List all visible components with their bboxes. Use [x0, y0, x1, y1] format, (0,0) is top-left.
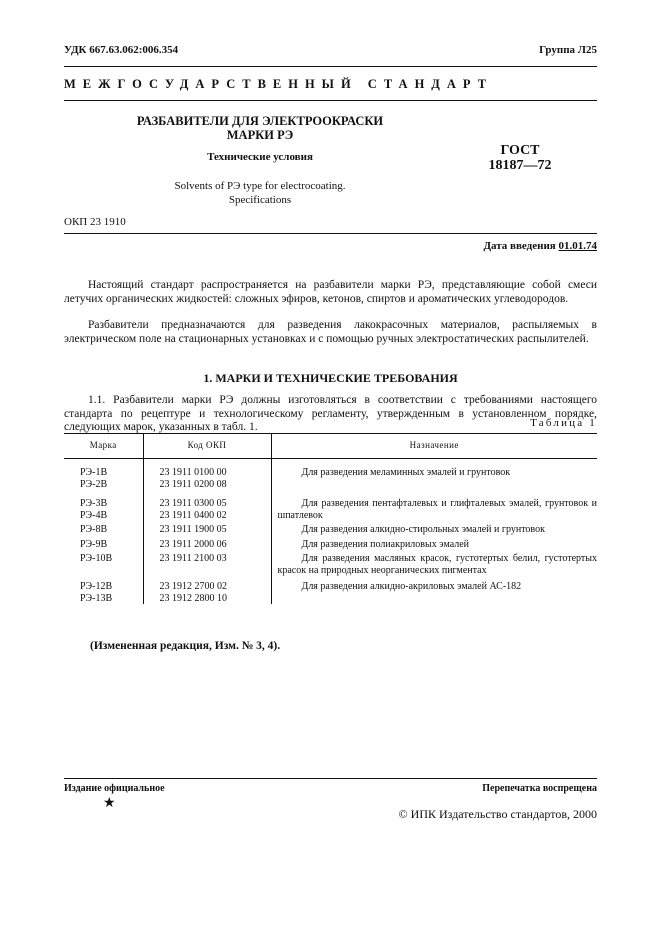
amendment-note: (Измененная редакция, Изм. № 3, 4).: [90, 640, 281, 652]
star-icon: ★: [103, 796, 116, 811]
purpose-cell: Для разведения алкидно-стирольных эмалей и грунтовок: [271, 521, 597, 536]
okp-code: ОКП 23 1910: [64, 216, 126, 228]
paragraph-purpose: Разбавители предназначаются для разведения лакокрасочных материалов, распыляемых в электрическом поле на стационарных установках и с помощью ручных электростатических распылителей.: [64, 319, 597, 345]
official-edition-label: Издание официальное: [64, 783, 165, 794]
document-title: [120, 114, 400, 142]
footer-rule: [64, 778, 597, 779]
table-row: [64, 536, 597, 551]
gost-label: ГОСТ: [500, 143, 540, 158]
intro-date-label: Дата введения: [483, 240, 556, 252]
table-row: [64, 550, 597, 576]
section-heading: 1. МАРКИ И ТЕХНИЧЕСКИЕ ТРЕБОВАНИЯ: [203, 371, 458, 385]
table-row: [64, 459, 597, 491]
paragraph-scope: Настоящий стандарт распространяется на разбавители марки РЭ, представляющие собой смеси летучих органических жидкостей: сложных эфиров, кетонов, спиртов и ароматических углеводородов.: [64, 279, 597, 305]
table-caption: Таблица 1: [530, 417, 597, 429]
purpose-cell: Для разведения алкидно-акриловых эмалей АС-182: [271, 576, 597, 604]
table-row: [64, 521, 597, 536]
reprint-prohibited-label: Перепечатка воспрещена: [482, 783, 597, 794]
okp-code-cell: 23 1911 0300 05 23 1911 0400 02: [143, 490, 271, 521]
column-header-grade: Марка: [64, 434, 143, 459]
table-row: [64, 576, 597, 604]
grades-table: [64, 433, 597, 604]
grade-cell: РЭ-8В: [80, 524, 108, 535]
grade-cell: РЭ-9В: [80, 538, 108, 550]
purpose-cell: Для разведения пентафталевых и глифталевых эмалей, грунтовок и шпатлевок: [271, 490, 597, 521]
title-line-1: РАЗБАВИТЕЛИ ДЛЯ ЭЛЕКТРООКРАСКИ: [136, 114, 384, 128]
grade-cell: РЭ-3В РЭ-4В: [80, 498, 108, 521]
okp-code-cell: 23 1911 2000 06: [143, 536, 271, 551]
group-code: Группа Л25: [539, 44, 597, 56]
column-header-purpose: Назначение: [271, 434, 597, 459]
gost-designation: [470, 143, 570, 173]
okp-code-cell: 23 1912 2700 02 23 1912 2800 10: [143, 576, 271, 604]
document-subtitle: Технические условия: [207, 151, 313, 163]
header-rule-top: [64, 66, 597, 67]
okp-code-cell: 23 1911 1900 05: [143, 521, 271, 536]
grade-cell: РЭ-1В РЭ-2В: [80, 467, 108, 490]
purpose-cell: Для разведения полиакриловых эмалей: [271, 536, 597, 551]
english-title-line-2: Specifications: [228, 194, 292, 206]
grade-cell: РЭ-12В РЭ-13В: [80, 581, 113, 604]
title-line-2: МАРКИ РЭ: [226, 128, 294, 142]
okp-rule: [64, 233, 597, 234]
purpose-cell: Для разведения меламинных эмалей и грунтовок: [271, 459, 597, 491]
gost-number: 18187—72: [488, 158, 552, 173]
standard-banner: МЕЖГОСУДАРСТВЕННЫЙ СТАНДАРТ: [64, 77, 494, 91]
grade-cell: РЭ-10В: [80, 553, 113, 564]
header-rule-bottom: [64, 100, 597, 101]
purpose-cell: Для разведения масляных красок, густотертых белил, густотертых красок на природных неорганических пигментах: [271, 550, 597, 576]
intro-date: [483, 240, 597, 252]
english-title: [120, 179, 400, 207]
column-header-okp-code: Код ОКП: [143, 434, 271, 459]
okp-code-cell: 23 1911 0100 00 23 1911 0200 08: [143, 459, 271, 491]
table-row: [64, 490, 597, 521]
paragraph-1-1: 1.1. Разбавители марки РЭ должны изготовляться в соответствии с требованиями настоящего стандарта по рецептуре и технологическому регламенту, утвержденным в установленном порядке, следующих марок, указанных в табл. 1.: [64, 394, 597, 433]
copyright-notice: © ИПК Издательство стандартов, 2000: [398, 807, 597, 821]
udk-code: УДК 667.63.062:006.354: [64, 44, 179, 56]
english-title-line-1: Solvents of РЭ type for electrocoating.: [174, 180, 346, 192]
intro-date-value: 01.01.74: [558, 240, 597, 252]
okp-code-cell: 23 1911 2100 03: [143, 550, 271, 576]
